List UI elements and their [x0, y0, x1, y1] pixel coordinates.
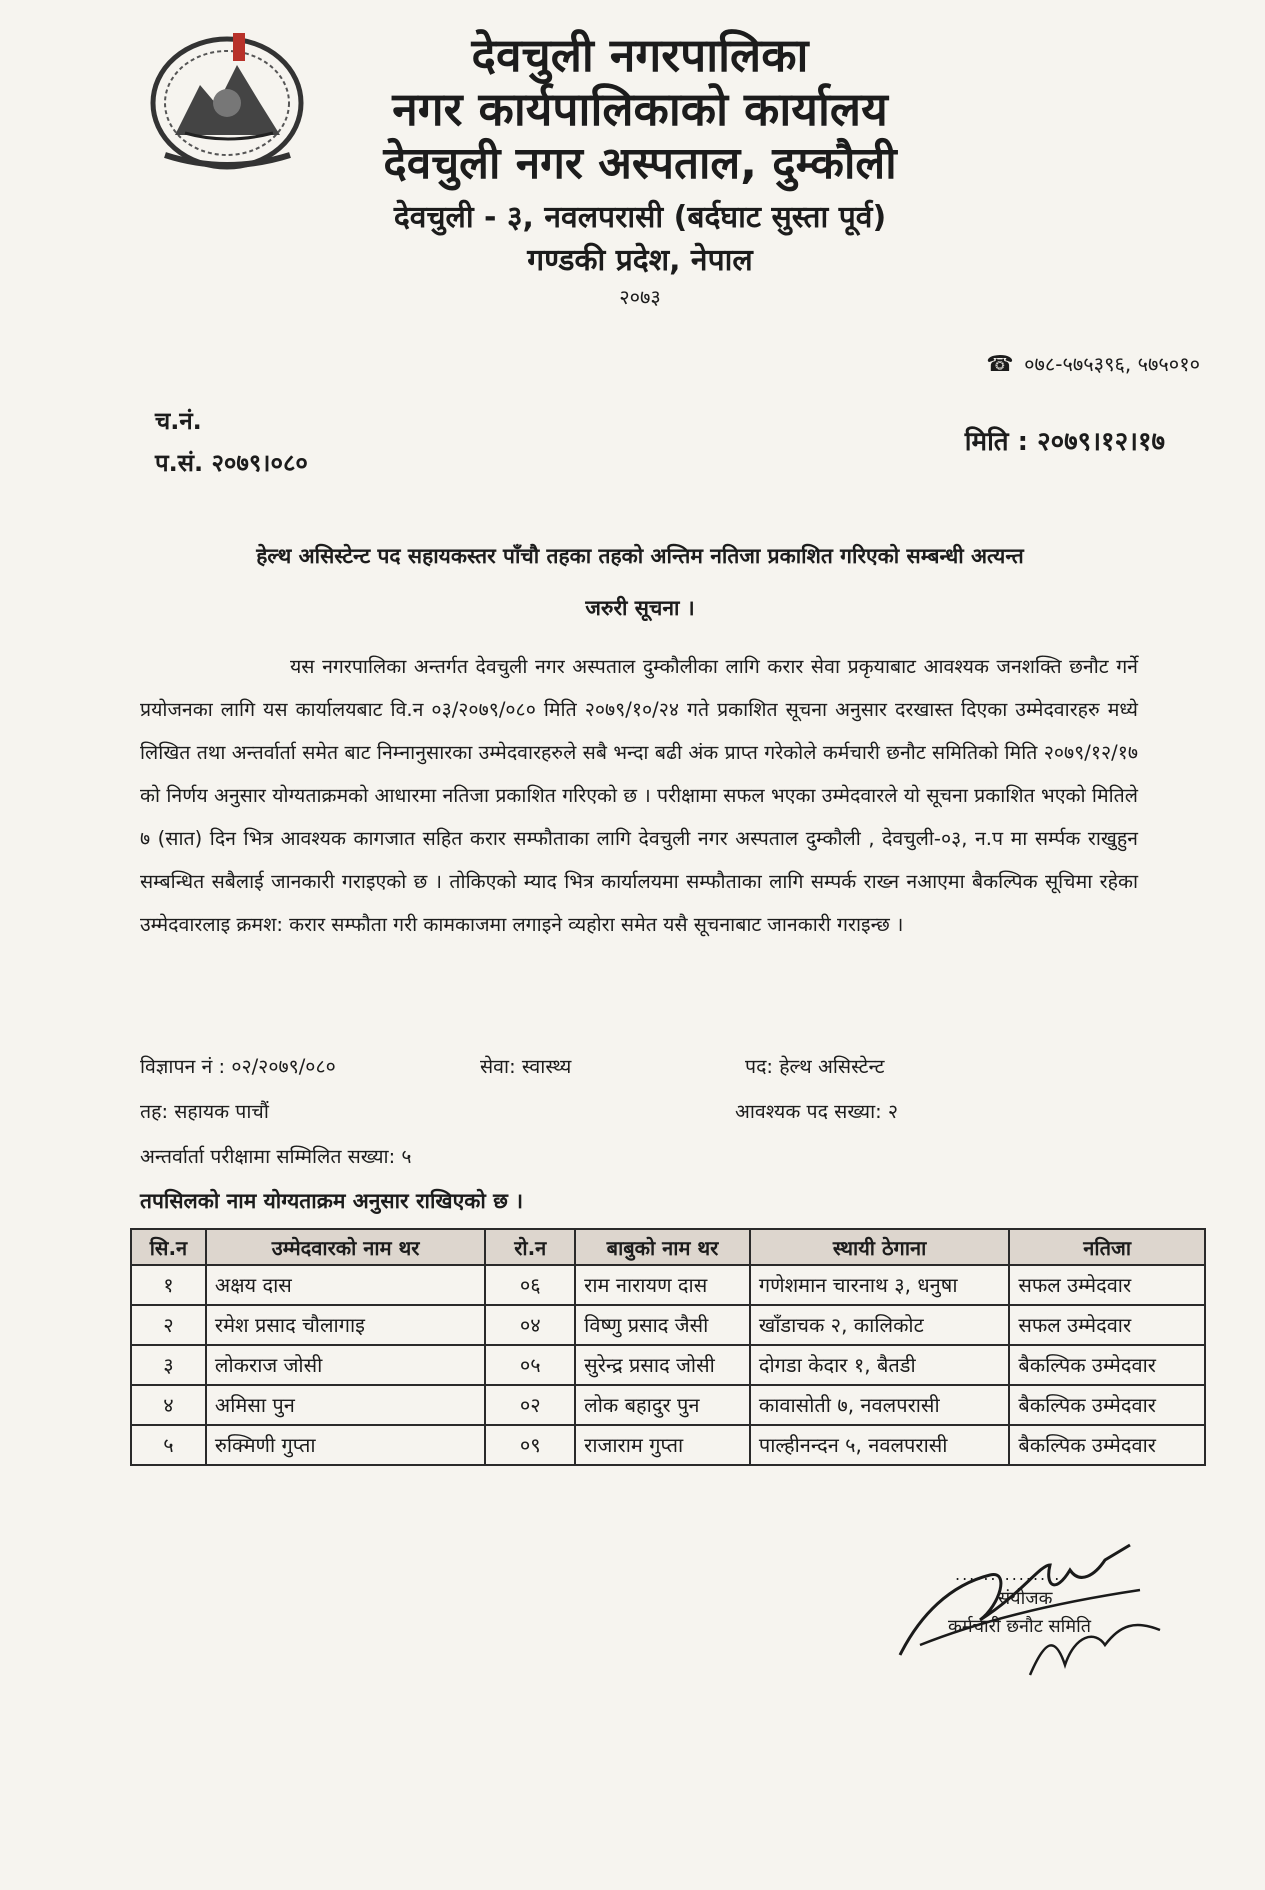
established-year: २०७३: [619, 285, 661, 309]
cell-result: सफल उम्मेदवार: [1009, 1265, 1205, 1305]
municipality-name: देवचुली नगरपालिका: [471, 28, 809, 82]
table-row: [131, 1425, 1205, 1465]
service-type: सेवा: स्वास्थ्य: [480, 1055, 572, 1078]
cell-serial: १: [131, 1265, 206, 1305]
cell-address: कावासोती ७, नवलपरासी: [750, 1385, 1009, 1425]
cell-address: गणेशमान चारनाथ ३, धनुषा: [750, 1265, 1009, 1305]
office-address: देवचुली - ३, नवलपरासी (बर्दघाट सुस्ता पूर्व): [393, 200, 887, 235]
nepal-emblem-icon: [145, 25, 310, 175]
reference-block: [155, 400, 308, 484]
table-header-row: [131, 1229, 1205, 1265]
cell-serial: ४: [131, 1385, 206, 1425]
header-roll-number: रो.न: [485, 1229, 575, 1265]
header-address: स्थायी ठेगाना: [750, 1229, 1009, 1265]
list-note: तपसिलको नाम योग्यताक्रम अनुसार राखिएको छ ।: [140, 1189, 524, 1213]
notice-subject: [150, 530, 1130, 634]
cell-father-name: राम नारायण दास: [575, 1265, 750, 1305]
cell-roll-number: ०५: [485, 1345, 575, 1385]
cell-candidate-name: रुक्मिणी गुप्ता: [206, 1425, 485, 1465]
cell-father-name: लोक बहादुर पुन: [575, 1385, 750, 1425]
cell-father-name: राजाराम गुप्ता: [575, 1425, 750, 1465]
cell-roll-number: ०९: [485, 1425, 575, 1465]
header-father-name: बाबुको नाम थर: [575, 1229, 750, 1265]
cell-address: खाँडाचक २, कालिकोट: [750, 1305, 1009, 1345]
cell-roll-number: ०२: [485, 1385, 575, 1425]
office-name: नगर कार्यपालिकाको कार्यालय: [392, 82, 888, 136]
table-row: [131, 1305, 1205, 1345]
cell-address: पाल्हीनन्दन ५, नवलपरासी: [750, 1425, 1009, 1465]
phone-numbers: ०७८-५७५३९६, ५७५०१०: [1024, 352, 1200, 376]
cell-address: दोगडा केदार १, बैतडी: [750, 1345, 1009, 1385]
hospital-name: देवचुली नगर अस्पताल, दुम्कौली: [383, 138, 897, 189]
phone-line: [986, 350, 1200, 377]
cell-serial: ३: [131, 1345, 206, 1385]
cell-result: बैकल्पिक उम्मेदवार: [1009, 1385, 1205, 1425]
province-name: गण्डकी प्रदेश, नेपाल: [527, 243, 753, 278]
header-result: नतिजा: [1009, 1229, 1205, 1265]
subject-line-1: हेल्थ असिस्टेन्ट पद सहायकस्तर पाँचौ तहका तहको अन्तिम नतिजा प्रकाशित गरिएको सम्बन्धी अत्यन्त: [256, 544, 1024, 568]
cell-candidate-name: रमेश प्रसाद चौलागाइ: [206, 1305, 485, 1345]
post-level: तह: सहायक पाचौं: [140, 1100, 269, 1123]
cell-result: बैकल्पिक उम्मेदवार: [1009, 1345, 1205, 1385]
notice-body: यस नगरपालिका अन्तर्गत देवचुली नगर अस्पताल दुम्कौलीका लागि करार सेवा प्रकृयाबाट आवश्यक जनशक्ति छनौट गर्ने प्रयोजनका लागि यस कार्यालयबाट वि.न ०३/२०७९/०८० मिति २०७९/१०/२४ गते प्रकाशित सूचना अनुसार दरखास्त दिएका उम्मेदवारहरु मध्ये लिखित तथा अन्तर्वार्ता समेत बाट निम्नानुसारका उम्मेदवारहरुले सबै भन्दा बढी अंक प्राप्त गरेकोले कर्मचारी छनौट समितिको मिति २०७९/१२/१७ को निर्णय अनुसार योग्यताक्रमको आधारमा नतिजा प्रकाशित गरिएको छ । परीक्षामा सफल भएका उम्मेदवारले यो सूचना प्रकाशित भएको मितिले ७ (सात) दिन भित्र आवश्यक कागजात सहित करार सम्फौताका लागि देवचुली नगर अस्पताल दुम्कौली , देवचुली-०३, न.प मा सर्म्पक राखुहुन सम्बन्धित सबैलाई जानकारी गराइएको छ । तोकिएको म्याद भित्र कार्यालयमा सम्फौताका लागि सम्पर्क राख्न नआएमा बैकल्पिक सूचिमा रहेका उम्मेदवारलाइ क्रमश: करार सम्फौता गरी कामकाजमा लगाइने व्यहोरा समेत यसै सूचनाबाट जानकारी गराइन्छ ।: [140, 655, 1138, 936]
cell-father-name: विष्णु प्रसाद जैसी: [575, 1305, 750, 1345]
signatory-title: संयोजक: [998, 1588, 1053, 1609]
post-name: पद: हेल्थ असिस्टेन्ट: [745, 1055, 885, 1078]
dispatch-number: च.नं.: [155, 407, 202, 435]
cell-roll-number: ०६: [485, 1265, 575, 1305]
signatory-committee: कर्मचारी छनौट समिति: [948, 1616, 1092, 1637]
letterhead: [300, 28, 980, 312]
table-row: [131, 1385, 1205, 1425]
table-row: [131, 1345, 1205, 1385]
cell-roll-number: ०४: [485, 1305, 575, 1345]
cell-serial: ५: [131, 1425, 206, 1465]
advertisement-number: विज्ञापन नं : ०२/२०७९/०८०: [140, 1055, 336, 1078]
header-candidate-name: उम्मेदवारको नाम थर: [206, 1229, 485, 1265]
interview-count: अन्तर्वार्ता परीक्षामा सम्मिलित सख्या: ५: [140, 1145, 412, 1168]
notice-date: मिति : २०७९।१२।१७: [964, 427, 1165, 457]
required-posts: आवश्यक पद सख्या: २: [735, 1100, 899, 1123]
subject-line-2: जरुरी सूचना ।: [585, 596, 695, 620]
fiscal-year-number: प.सं. २०७९।०८०: [155, 449, 308, 477]
table-row: [131, 1265, 1205, 1305]
cell-serial: २: [131, 1305, 206, 1345]
cell-result: बैकल्पिक उम्मेदवार: [1009, 1425, 1205, 1465]
cell-candidate-name: अमिसा पुन: [206, 1385, 485, 1425]
cell-father-name: सुरेन्द्र प्रसाद जोसी: [575, 1345, 750, 1385]
telephone-icon: ☎: [986, 352, 1014, 377]
cell-candidate-name: अक्षय दास: [206, 1265, 485, 1305]
header-serial: सि.न: [131, 1229, 206, 1265]
signature-line: ...............: [955, 1565, 1062, 1584]
results-table: [130, 1228, 1206, 1466]
cell-candidate-name: लोकराज जोसी: [206, 1345, 485, 1385]
cell-result: सफल उम्मेदवार: [1009, 1305, 1205, 1345]
